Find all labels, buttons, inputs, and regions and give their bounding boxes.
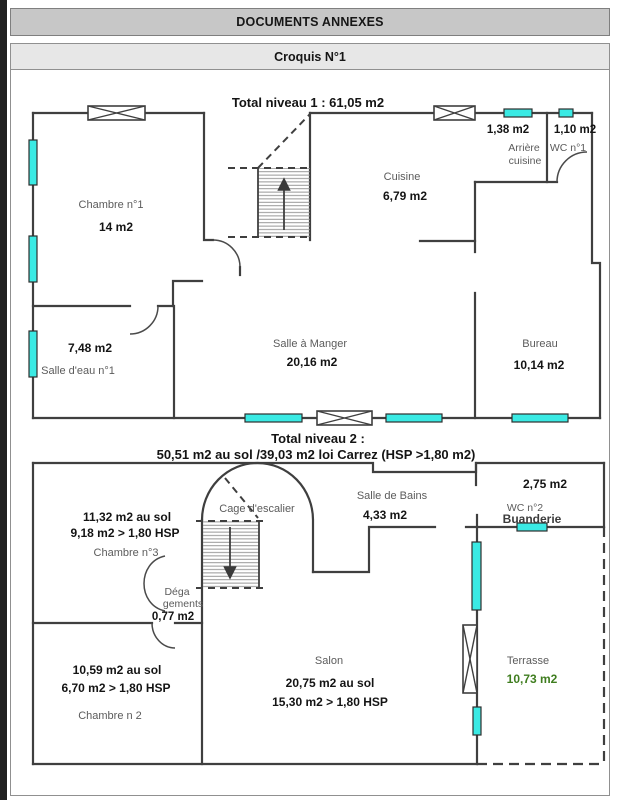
room-label-terrasse: Terrasse [506,655,550,667]
door-arc [213,240,240,267]
level1-staircase [228,114,310,237]
window-marker [512,414,568,422]
room-area-salon-hsp: 15,30 m2 > 1,80 HSP [272,695,388,709]
room-area-chambre1: 14 m2 [98,220,134,234]
room-label-arriere-cuisine-1: Arrière [508,142,540,154]
room-area-chambre2-hsp: 6,70 m2 > 1,80 HSP [61,681,171,695]
staircase-dashed-slope [258,114,310,168]
room-label-degagements-1: Déga [164,586,190,598]
croquis-title: Croquis N°1 [274,49,346,64]
room-area-chambre3-hsp: 9,18 m2 > 1,80 HSP [70,526,180,540]
door-arc [152,623,175,648]
room-area-salle-eau: 7,48 m2 [67,341,113,355]
room-label-wc1: WC n°1 [549,142,587,154]
crossed-window-marker [463,625,477,693]
level2-windows [463,523,550,735]
room-area-salle-a-manger: 20,16 m2 [286,355,338,369]
room-area-salle-de-bains: 4,33 m2 [362,508,408,522]
room-label-arriere-cuisine-2: cuisine [508,155,542,167]
room-area-chambre3-sol: 11,32 m2 au sol [82,510,172,524]
level2-room-labels [61,477,567,722]
room-label-wc2: WC n°2 [506,502,544,514]
door-arc [144,556,165,611]
door-arc [130,306,158,334]
window-marker [559,109,573,117]
room-area-cuisine: 6,79 m2 [382,189,428,203]
window-marker [472,542,481,610]
room-label-salon: Salon [314,655,344,667]
room-area-terrasse: 10,73 m2 [506,672,558,686]
level1-title: Total niveau 1 : 61,05 m2 [231,95,385,110]
crossed-window-marker [88,106,145,120]
room-area-chambre2-sol: 10,59 m2 au sol [72,663,162,677]
room-area-wc1: 1,10 m2 [553,124,597,136]
window-marker [29,331,37,377]
room-label-chambre3: Chambre n°3 [93,547,159,559]
room-area-wc2: 2,75 m2 [522,477,568,491]
window-marker [29,140,37,185]
room-label-chambre2: Chambre n 2 [78,710,142,722]
level1-door-arcs [130,152,587,334]
room-label-chambre1: Chambre n°1 [78,199,144,211]
room-label-salle-de-bains: Salle de Bains [356,490,428,502]
window-marker [386,414,442,422]
room-area-degagements: 0,77 m2 [151,611,195,623]
room-area-salon-sol: 20,75 m2 au sol [285,676,375,690]
room-label-cuisine: Cuisine [383,171,421,183]
room-label-cage-escalier: Cage d'escalier [219,503,295,515]
level1-windows [29,106,573,425]
window-marker [245,414,302,422]
crossed-window-marker [434,106,475,120]
documents-annexes-title: DOCUMENTS ANNEXES [236,15,384,29]
crossed-window-marker [317,411,372,425]
window-marker [473,707,481,735]
room-label-salle-eau: Salle d'eau n°1 [41,365,115,377]
room-label-degagements-2: gements [162,598,204,610]
room-label-salle-a-manger: Salle à Manger [273,338,347,350]
level2-title-line2: 50,51 m2 au sol /39,03 m2 loi Carrez (HSP >1,80 m2) [156,447,476,462]
staircase-down-hatching [203,521,259,588]
room-area-bureau: 10,14 m2 [513,358,565,372]
door-arc [557,152,587,182]
room-label-bureau: Bureau [522,338,558,350]
room-label-buanderie: Buanderie [502,512,562,526]
window-marker [504,109,532,117]
level1-room-labels [41,124,596,377]
level2-title-line1: Total niveau 2 : [271,431,365,446]
room-area-arriere-cuisine: 1,38 m2 [486,124,530,136]
window-marker [29,236,37,282]
